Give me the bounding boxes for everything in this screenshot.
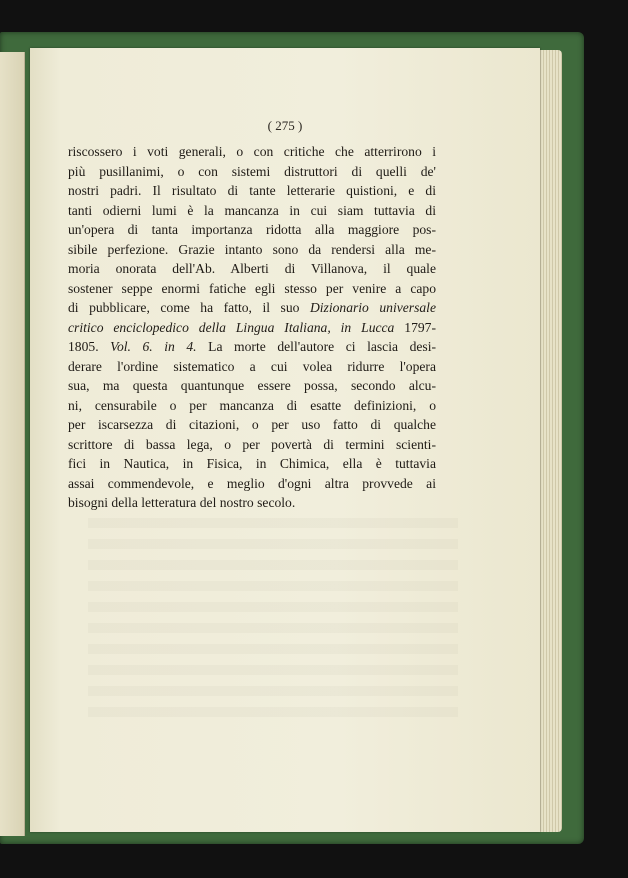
text-line: sua, ma questa quantunque essere possa, secondo alcu- (68, 378, 436, 393)
body-text (68, 142, 436, 513)
text-line: moria onorata dell'Ab. Alberti di Villanova, il quale (68, 261, 436, 276)
text-line: per iscarsezza di citazioni, o per uso fatto di qualche (68, 417, 436, 432)
text-line: derare l'ordine sistematico a cui volea ridurre l'opera (68, 358, 436, 374)
text-line: scrittore di bassa lega, o per povertà di termini scienti- (68, 436, 436, 452)
left-page-edge (0, 52, 25, 836)
text-line: bisogni della letteratura del nostro secolo. (68, 495, 296, 510)
text-line: riscossero i voti generali, o con critiche che atterrirono i (68, 144, 436, 159)
text-line: sostener seppe enormi fatiche egli stesso per venire a capo (68, 280, 436, 296)
show-through (88, 518, 458, 718)
text-line: sibile perfezione. Grazie intanto sono da rendersi alla me- (68, 241, 436, 257)
page-number: ( 275 ) (267, 118, 303, 133)
text-line: 1805. Vol. 6. in 4. La morte dell'autore ci lascia desi- (68, 339, 436, 354)
italic-title: critico enciclopedico della Lingua Italiana, in Lucca (68, 319, 395, 335)
text-line: più pusillanimi, o con sistemi distruttori di quelli de' (68, 163, 436, 179)
italic-title: Dizionario universale (309, 300, 436, 315)
text-line: nostri padri. Il risultato di tante letterarie quistioni, e di (68, 183, 436, 198)
text-line: critico enciclopedico della Lingua Italiana, in Lucca 1797- (68, 319, 436, 335)
text-line: tanti odierni lumi è la mancanza in cui siam tuttavia di (68, 202, 436, 218)
text-line: di pubblicare, come ha fatto, il suo Dizionario universale (68, 300, 436, 315)
text-line: ni, censurabile o per mancanza di esatte definizioni, o (68, 397, 436, 413)
italic-volume: Vol. 6. in 4. (110, 339, 197, 354)
text-line: assai commendevole, e meglio d'ogni altra provvede ai (68, 475, 436, 491)
book-page (30, 48, 540, 832)
text-line: un'opera di tanta importanza ridotta alla maggiore pos- (68, 222, 436, 237)
text-line: fici in Nautica, in Fisica, in Chimica, ella è tuttavia (68, 456, 436, 471)
